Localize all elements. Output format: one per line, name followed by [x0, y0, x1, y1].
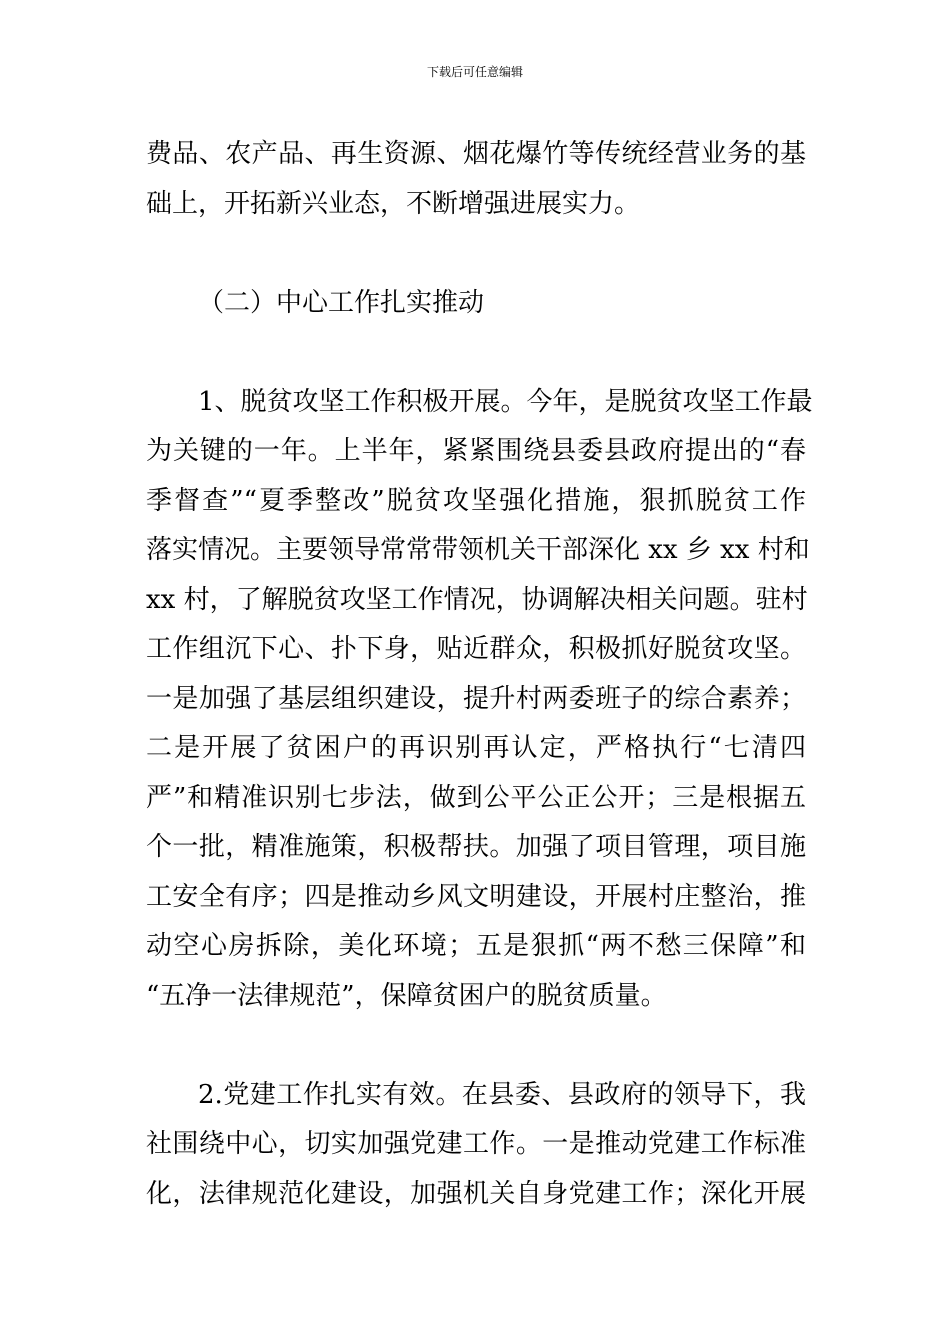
text-line: 社围绕中心，切实加强党建工作。一是推动党建工作标准: [146, 1129, 806, 1159]
text-line: 个一批，精准施策，积极帮扶。加强了项目管理，项目施: [146, 832, 806, 862]
text-line: “五净一法律规范”，保障贫困户的脱贫质量。: [146, 980, 667, 1011]
document-body: [146, 130, 813, 1219]
paragraph-gap: [146, 1021, 806, 1071]
text-line: 一是加强了基层组织建设，提升村两委班子的综合素养；: [146, 683, 806, 714]
text-line: 费品、农产品、再生资源、烟花爆竹等传统经营业务的基: [146, 139, 806, 169]
section-heading: （二）中心工作扎实推动: [198, 287, 485, 318]
text-line: 为关键的一年。上半年，紧紧围绕县委县政府提出的“春: [146, 436, 806, 466]
page-header-note: 下载后可任意编辑: [426, 65, 523, 79]
text-line: xx 村，了解脱贫攻坚工作情况，协调解决相关问题。驻村: [146, 584, 808, 615]
paragraph-gap: [146, 229, 806, 279]
text-line: 础上，开拓新兴业态，不断增强进展实力。: [146, 188, 641, 219]
text-line: 2.党建工作扎实有效。在县委、县政府的领导下，我: [198, 1079, 806, 1110]
text-line: 动空心房拆除，美化环境；五是狠抓“两不愁三保障”和: [146, 931, 806, 961]
text-line: 1、脱贫攻坚工作积极开展。今年，是脱贫攻坚工作最: [198, 386, 813, 417]
text-line: 二是开展了贫困户的再识别再认定，严格执行“七清四: [146, 733, 806, 763]
paragraph-gap: [146, 328, 806, 378]
text-line: 化，法律规范化建设，加强机关自身党建工作；深化开展: [146, 1178, 806, 1209]
text-line: 季督查”“夏季整改”脱贫攻坚强化措施，狠抓脱贫工作: [146, 485, 806, 516]
text-line: 工安全有序；四是推动乡风文明建设，开展村庄整治，推: [146, 881, 806, 912]
text-line: 落实情况。主要领导常常带领机关干部深化 xx 乡 xx 村和: [146, 535, 810, 565]
text-line: 工作组沉下心、扑下身，贴近群众，积极抓好脱贫攻坚。: [146, 634, 806, 664]
text-line: 严”和精准识别七步法，做到公平公正公开；三是根据五: [146, 782, 806, 813]
